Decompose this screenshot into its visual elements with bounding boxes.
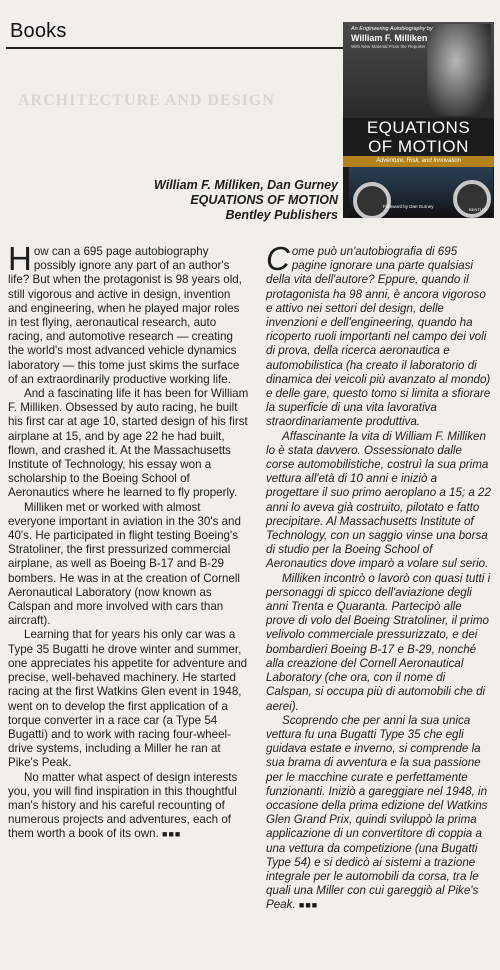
cover-wheel bbox=[453, 180, 491, 218]
book-authors: William F. Milliken, Dan Gurney bbox=[154, 178, 338, 192]
paragraph-text: No matter what aspect of design interests you, you will find inspiration in this thoughtful man's history and his careful recounting of numerous projects and adventures, each of them worth a book of its own. bbox=[8, 770, 238, 841]
paragraph: Learning that for years his only car was a Type 35 Bugatti he drove winter and summer, one appreciates his appetite for adventure and precise, well-behaved machinery. He started racing at the first Watkins Glen event in 1948, went on to develop the first application of a torque converter in a race car (a Type 54 Bugatti) and to work with racing four-wheel-drive systems, including a Miller he ran at Pike's Peak. bbox=[8, 628, 248, 770]
end-mark: ■■■ bbox=[298, 900, 319, 911]
cover-publisher-logo: BENTLEY bbox=[469, 207, 488, 212]
section-title: Books bbox=[10, 20, 67, 42]
paragraph bbox=[8, 240, 250, 387]
paragraph: Affascinante la vita di William F. Milliken lo è stata davvero. Ossessionato dalle corse automobilistiche, costruì la sua prima vettura all'età di 10 anni e iniziò a progettare il suo primo aeroplano a 15; a 22 anni lo aveva già costruito, pilotato e fatto precipitare. Al Massachusetts Institute of Technology, con un saggio vinse una borsa di studio per la Boeing School of Aeronautics dove imparò a volare sul serio. bbox=[266, 429, 491, 571]
drop-cap: H bbox=[8, 240, 32, 277]
show-through-text: ARCHITECTURE AND DESIGN bbox=[18, 92, 275, 109]
cover-title-line1: EQUATIONS bbox=[366, 118, 471, 137]
italian-column bbox=[266, 240, 492, 913]
paragraph bbox=[266, 240, 492, 430]
end-mark: ■■■ bbox=[162, 829, 182, 840]
paragraph-text: Scoprendo che per anni la sua unica vettura fu una Bugatti Type 35 che egli guidava estate e inverno, si comprende la sua brama di avventura e la sua passione per le macchine curate e perfettamente funzionanti. Iniziò a gareggiare nel 1948, in occasione della prima edizione del Watkins Glen Grand Prix, quindi sviluppò la prima applicazione di un convertitore di coppia a una vettura da competizione (una Bugatti Type 54) e si dedicò ai sistemi a trazione integrale per le automobili da corsa, tra le quali una Miller con cui gareggiò al Pike's Peak. bbox=[266, 713, 488, 912]
drop-cap: C bbox=[266, 240, 290, 277]
paragraph bbox=[8, 771, 250, 842]
book-publisher: Bentley Publishers bbox=[225, 208, 338, 222]
cover-title-line2: OF MOTION bbox=[368, 137, 469, 156]
cover-portrait bbox=[427, 24, 491, 116]
cover-tagline: Adventure, Risk, and Innovation bbox=[375, 158, 462, 164]
paragraph-text: ome può un'autobiografia di 695 pagine ignorare una parte qualsiasi della vita dell'autore? Eppure, quando il protagonista ha 98 anni, è ancora vigoroso e attivo nei settori del design, delle invenzioni e dell'engineering, quando ha ricoperto ruoli importanti nel campo dei voli di prova, della ricerca aeronautica e automobilistica (ha creato il laboratorio di dinamica dei veicoli più avanzato al mondo) e delle gare, questo tomo si limita a sfiorare la superficie di una vita lavorativa straordinariamente produttiva. bbox=[266, 245, 491, 429]
cover-author: William F. Milliken bbox=[351, 33, 428, 43]
english-column bbox=[8, 240, 250, 842]
paragraph-text: ow can a 695 page autobiography possibly ignore any part of an author's life? But when the protagonist is 98 years old, still vigorous and active in design, invention and engineering, when he played major roles in test flying, aeronautical research, auto racing, and automotive research — creating the world's most advanced vehicle dynamics laboratory — this tome just skims the surface of an extraordinarily productive working life. bbox=[8, 245, 242, 386]
book-info bbox=[154, 178, 338, 223]
cover-foreword: Foreword by Dan Gurney bbox=[383, 204, 434, 209]
paragraph: And a fascinating life it has been for William F. Milliken. Obsessed by auto racing, he built his first car at age 10, started design of his first airplane at 15, and by age 22 he had built, flown, and crashed it. At the Massachusetts Institute of Technology, his essay won a scholarship to the Boeing School of Aeronautics where he learned to fly properly. bbox=[8, 387, 249, 500]
book-cover bbox=[343, 22, 494, 218]
paragraph: Milliken incontrò o lavorò con quasi tutti i personaggi di spicco dell'aviazione degli anni Trenta e Quaranta. Partecipò alle prove di volo del Boeing Stratoliner, il primo velivolo commerciale pressurizzato, e dei bombardieri Boeing B-17 e B-29, nonché alla creazione del Cornell Aeronautical Laboratory (che ora, con il nome di Calspan, si occupa più di automobili che di aerei). bbox=[266, 571, 491, 713]
paragraph bbox=[266, 714, 492, 913]
cover-wheel bbox=[353, 182, 391, 218]
cover-kicker: An Engineering Autobiography by bbox=[351, 26, 433, 32]
cover-extra: With New Material From the Reporter bbox=[351, 44, 426, 49]
book-title: EQUATIONS OF MOTION bbox=[190, 193, 338, 207]
paragraph: Milliken met or worked with almost everyone important in aviation in the 30's and 40's. He participated in flight testing Boeing's Stratoliner, the first pressurized commercial airplane, as well as Boeing B-17 and B-29 bombers. He was in at the creation of Cornell Aeronautical Laboratory (now known as Calspan and more involved with cars than aircraft). bbox=[8, 500, 241, 628]
